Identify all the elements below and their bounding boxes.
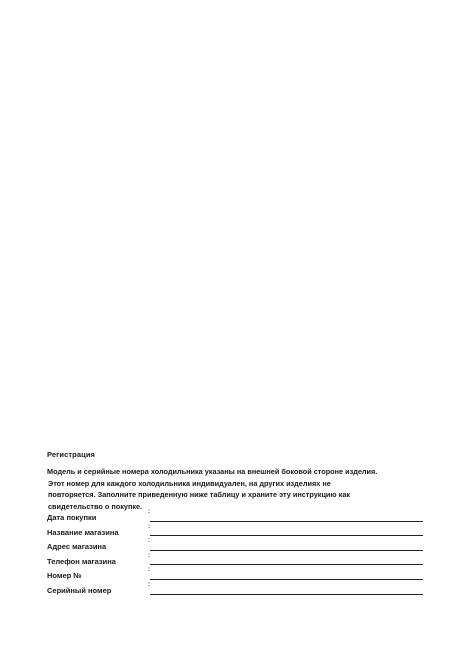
field-label: Дата покупки — [47, 513, 97, 522]
field-label: Телефон магазина — [47, 556, 116, 566]
field-label: Адрес магазина — [47, 542, 107, 552]
field-colon: : — [148, 538, 150, 545]
field-store-name — [47, 525, 427, 540]
field-number — [47, 568, 427, 583]
field-label: Серийный номер — [47, 585, 112, 595]
fill-in-line[interactable] — [150, 521, 423, 522]
instruction-line: повторяется. Заполните приведенную ниже таблицу и храните эту инструкцию как — [48, 490, 351, 499]
fill-in-line[interactable] — [150, 594, 423, 595]
field-label: Номер № — [47, 571, 82, 581]
field-colon: : — [148, 567, 150, 574]
field-store-phone — [47, 554, 427, 569]
fill-in-line[interactable] — [150, 550, 423, 551]
registration-heading: Регистрация — [47, 450, 96, 459]
registration-instructions — [47, 466, 437, 512]
field-colon: : — [148, 581, 150, 588]
field-serial-number — [47, 583, 427, 598]
field-store-address — [47, 539, 427, 554]
fill-in-line[interactable] — [150, 579, 423, 580]
fill-in-line[interactable] — [150, 535, 423, 536]
fill-in-line[interactable] — [150, 564, 423, 565]
field-colon: : — [148, 509, 150, 515]
registration-form — [47, 510, 427, 598]
instruction-line: свидетельство о покупке. — [48, 501, 143, 511]
field-colon: : — [148, 523, 150, 530]
instruction-line: Этот номер для каждого холодильника индивидуален, на других изделиях не — [48, 478, 331, 488]
field-label: Название магазина — [47, 527, 119, 537]
field-purchase-date — [47, 510, 427, 525]
field-colon: : — [148, 552, 150, 559]
instruction-line: Модель и серийные номера холодильника указаны на внешней боковой стороне изделия. — [47, 467, 378, 476]
